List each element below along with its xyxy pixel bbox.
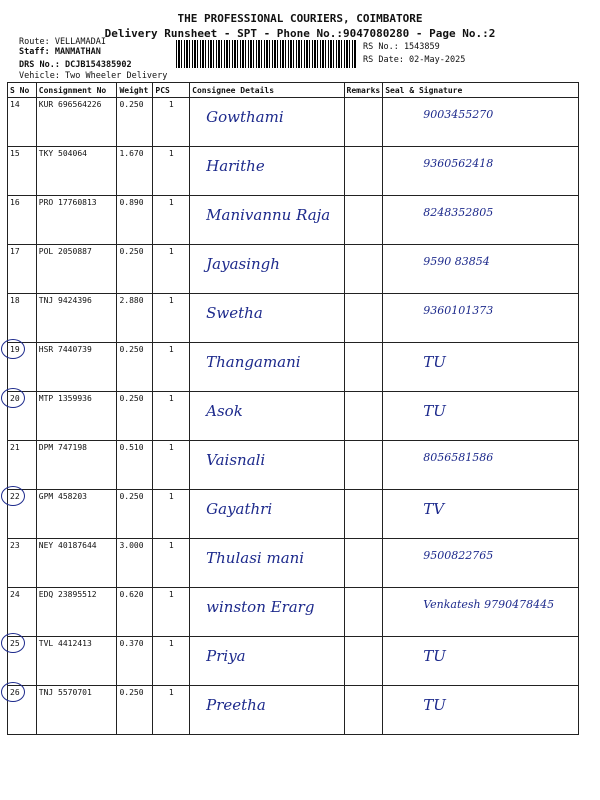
row-signature: 9500822765 [383, 539, 579, 588]
row-pcs: 1 [153, 343, 190, 392]
row-signature: 9590 83854 [383, 245, 579, 294]
col-sno: S No [8, 83, 37, 98]
row-pcs: 1 [153, 294, 190, 343]
row-sno: 21 [8, 441, 37, 490]
row-signature: 9003455270 [383, 98, 579, 147]
row-sno: 14 [8, 98, 37, 147]
row-weight: 0.890 [117, 196, 153, 245]
rs-date: RS Date: 02-May-2025 [363, 55, 466, 65]
row-consignment: POL 2050887 [36, 245, 117, 294]
col-consignee: Consignee Details [190, 83, 344, 98]
row-sno: 17 [8, 245, 37, 294]
row-consignment: DPM 747198 [36, 441, 117, 490]
row-sno: 20 [8, 392, 37, 441]
drs-label: DRS No.: DCJB154385902 [19, 60, 132, 70]
row-pcs: 1 [153, 196, 190, 245]
row-consignment: TNJ 5570701 [36, 686, 117, 735]
row-consignment: HSR 7440739 [36, 343, 117, 392]
row-signature: 9360101373 [383, 294, 579, 343]
row-consignee: Manivannu Raja [190, 196, 344, 245]
row-sno: 19 [8, 343, 37, 392]
table-row [8, 294, 579, 343]
row-consignment: NEY 40187644 [36, 539, 117, 588]
runsheet-subtitle: Delivery Runsheet - SPT - Phone No.:9047080280 - Page No.:2 [104, 27, 496, 40]
row-sno: 24 [8, 588, 37, 637]
row-weight: 0.250 [117, 98, 153, 147]
row-signature: Venkatesh 9790478445 [383, 588, 579, 637]
row-weight: 0.250 [117, 245, 153, 294]
table-row [8, 441, 579, 490]
row-remarks [344, 588, 383, 637]
row-sno: 18 [8, 294, 37, 343]
row-sno: 22 [8, 490, 37, 539]
row-consignment: KUR 696564226 [36, 98, 117, 147]
col-weight: Weight [117, 83, 153, 98]
row-signature: 9360562418 [383, 147, 579, 196]
runsheet-table [7, 82, 579, 735]
row-consignee: Preetha [190, 686, 344, 735]
table-row [8, 196, 579, 245]
row-weight: 0.370 [117, 637, 153, 686]
row-sno: 15 [8, 147, 37, 196]
table-row [8, 686, 579, 735]
row-sno: 23 [8, 539, 37, 588]
row-signature: TU [383, 392, 579, 441]
row-remarks [344, 637, 383, 686]
row-remarks [344, 490, 383, 539]
row-pcs: 1 [153, 637, 190, 686]
row-consignment: TKY 504064 [36, 147, 117, 196]
row-pcs: 1 [153, 98, 190, 147]
row-pcs: 1 [153, 490, 190, 539]
row-signature: 8248352805 [383, 196, 579, 245]
row-consignee: Harithe [190, 147, 344, 196]
row-consignee: Swetha [190, 294, 344, 343]
row-pcs: 1 [153, 441, 190, 490]
row-signature: TV [383, 490, 579, 539]
col-remarks: Remarks [344, 83, 383, 98]
table-row [8, 392, 579, 441]
row-remarks [344, 147, 383, 196]
row-consignment: MTP 1359936 [36, 392, 117, 441]
row-consignment: EDQ 23895512 [36, 588, 117, 637]
row-pcs: 1 [153, 392, 190, 441]
table-row [8, 245, 579, 294]
row-consignee: Priya [190, 637, 344, 686]
row-pcs: 1 [153, 539, 190, 588]
row-consignee: Gowthami [190, 98, 344, 147]
row-weight: 0.250 [117, 343, 153, 392]
row-consignee: Vaisnali [190, 441, 344, 490]
row-weight: 0.620 [117, 588, 153, 637]
row-weight: 3.000 [117, 539, 153, 588]
table-row [8, 588, 579, 637]
row-signature: TU [383, 343, 579, 392]
table-row [8, 539, 579, 588]
col-pcs: PCS [153, 83, 190, 98]
circle-mark [1, 633, 25, 653]
row-remarks [344, 686, 383, 735]
row-consignee: Thangamani [190, 343, 344, 392]
row-consignee: winston Erarg [190, 588, 344, 637]
row-weight: 0.250 [117, 490, 153, 539]
row-remarks [344, 392, 383, 441]
row-signature: TU [383, 686, 579, 735]
row-weight: 0.250 [117, 392, 153, 441]
circle-mark [1, 682, 25, 702]
row-sno: 25 [8, 637, 37, 686]
row-pcs: 1 [153, 588, 190, 637]
table-row [8, 147, 579, 196]
table-row [8, 98, 579, 147]
row-remarks [344, 539, 383, 588]
row-consignee: Gayathri [190, 490, 344, 539]
row-consignee: Thulasi mani [190, 539, 344, 588]
row-weight: 0.510 [117, 441, 153, 490]
table-row [8, 490, 579, 539]
company-title: THE PROFESSIONAL COURIERS, COIMBATORE [177, 12, 423, 25]
row-weight: 0.250 [117, 686, 153, 735]
staff-label: Staff: MANMATHAN [19, 47, 101, 57]
table-row [8, 637, 579, 686]
col-consignment: Consignment No [36, 83, 117, 98]
row-signature: TU [383, 637, 579, 686]
row-sno: 16 [8, 196, 37, 245]
barcode [176, 40, 356, 68]
row-remarks [344, 294, 383, 343]
table-header [8, 83, 579, 98]
row-consignment: TNJ 9424396 [36, 294, 117, 343]
row-consignee: Jayasingh [190, 245, 344, 294]
row-weight: 2.880 [117, 294, 153, 343]
vehicle-label: Vehicle: Two Wheeler Delivery [19, 71, 168, 81]
row-sno: 26 [8, 686, 37, 735]
circle-mark [1, 388, 25, 408]
row-consignment: GPM 458203 [36, 490, 117, 539]
rs-number: RS No.: 1543859 [363, 42, 440, 52]
row-pcs: 1 [153, 686, 190, 735]
table-row [8, 343, 579, 392]
circle-mark [1, 339, 25, 359]
row-consignment: TVL 4412413 [36, 637, 117, 686]
row-consignment: PRO 17760813 [36, 196, 117, 245]
row-pcs: 1 [153, 147, 190, 196]
row-weight: 1.670 [117, 147, 153, 196]
route-label: Route: VELLAMADAI [19, 37, 106, 47]
row-pcs: 1 [153, 245, 190, 294]
row-remarks [344, 245, 383, 294]
row-remarks [344, 343, 383, 392]
col-signature: Seal & Signature [383, 83, 579, 98]
row-remarks [344, 196, 383, 245]
circle-mark [1, 486, 25, 506]
row-remarks [344, 98, 383, 147]
row-consignee: Asok [190, 392, 344, 441]
row-remarks [344, 441, 383, 490]
row-signature: 8056581586 [383, 441, 579, 490]
